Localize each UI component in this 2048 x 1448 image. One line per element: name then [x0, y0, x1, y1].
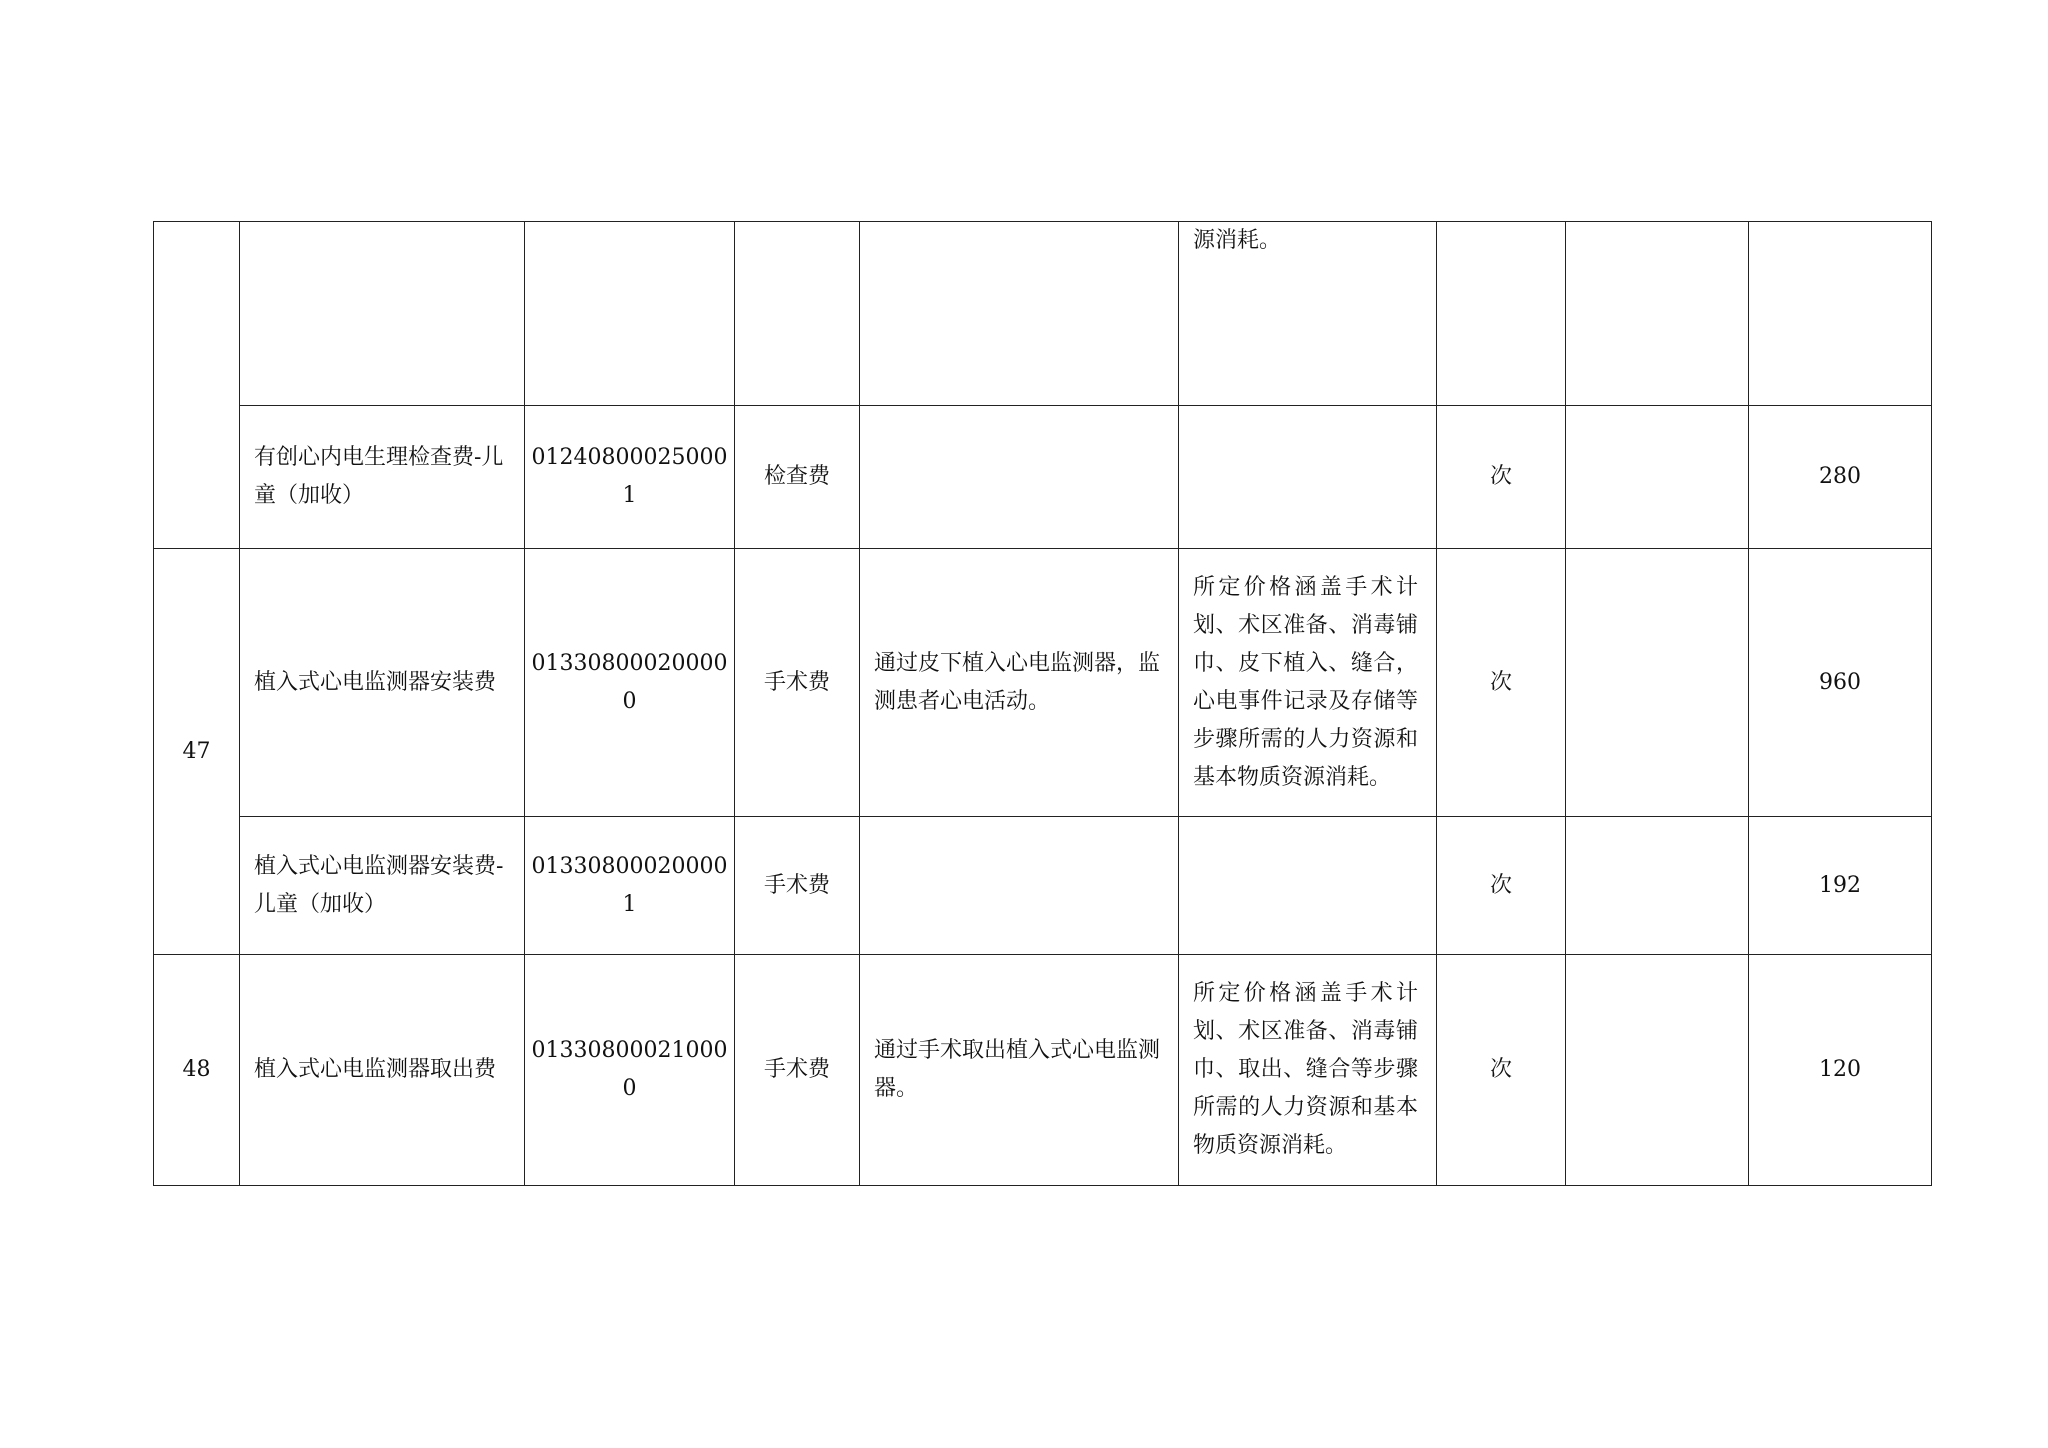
exclusion-cell: [1566, 406, 1749, 549]
unit-cell: [1437, 817, 1566, 955]
item-code-cell: [525, 549, 735, 817]
item-code-cell: [525, 817, 735, 955]
unit-cell: [1437, 955, 1566, 1186]
exclusion-cell: [1566, 222, 1749, 406]
item-name-cell: [240, 955, 525, 1186]
unit: 次: [1489, 669, 1512, 695]
item-name-cell: [240, 222, 525, 406]
content-cell: [860, 955, 1179, 1186]
item-code-cell: [525, 955, 735, 1186]
category: 手术费: [763, 1057, 830, 1082]
pricing-rule: 源消耗。: [1193, 228, 1282, 253]
item-name: 植入式心电监测器安装费: [254, 669, 497, 695]
unit-cell: [1437, 549, 1566, 817]
item-name: 植入式心电监测器取出费: [254, 1057, 497, 1082]
row-number-cell: [154, 955, 240, 1186]
item-code: 013308000210000: [531, 1038, 728, 1101]
content: 通过手术取出植入式心电监测器。: [874, 1038, 1161, 1101]
unit: 次: [1489, 464, 1512, 489]
item-name-cell: [240, 817, 525, 955]
exclusion-cell: [1566, 549, 1749, 817]
pricing-rule-cell: [1179, 955, 1437, 1186]
item-code: 013308000200001: [531, 853, 728, 917]
price-cell: [1749, 222, 1932, 406]
exclusion-cell: [1566, 817, 1749, 955]
pricing-rule-cell: [1179, 549, 1437, 817]
category: 手术费: [763, 669, 830, 695]
item-name: 植入式心电监测器安装费-儿童（加收）: [254, 853, 504, 917]
content-cell: [860, 817, 1179, 955]
item-name-cell: [240, 406, 525, 549]
content-cell: [860, 549, 1179, 817]
category-cell: [735, 549, 860, 817]
category: 检查费: [763, 464, 830, 489]
unit: 次: [1489, 872, 1512, 898]
price: 120: [1819, 1057, 1861, 1082]
category-cell: [735, 406, 860, 549]
price-cell: [1749, 955, 1932, 1186]
pricing-rule-cell: [1179, 406, 1437, 549]
row-number: 47: [182, 738, 211, 764]
item-code-cell: [525, 406, 735, 549]
price-cell: [1749, 549, 1932, 817]
content: 通过皮下植入心电监测器，监测患者心电活动。: [874, 650, 1161, 714]
price-cell: [1749, 817, 1932, 955]
exclusion-cell: [1566, 955, 1749, 1186]
unit: 次: [1489, 1057, 1512, 1082]
row-number: 48: [182, 1057, 211, 1082]
price: 192: [1819, 872, 1861, 898]
table-row: [154, 955, 1932, 1186]
unit-cell: [1437, 406, 1566, 549]
item-code-cell: [525, 222, 735, 406]
pricing-rule: 所定价格涵盖手术计划、术区准备、消毒铺巾、取出、缝合等步骤所需的人力资源和基本物质资源消耗。: [1193, 981, 1418, 1158]
row-number-cell: [154, 222, 240, 549]
category-cell: [735, 955, 860, 1186]
item-name: 有创心内电生理检查费-儿童（加收）: [254, 445, 504, 508]
table-row: [154, 549, 1932, 817]
price: 280: [1819, 464, 1861, 489]
table-row: [154, 817, 1932, 955]
price: 960: [1819, 669, 1861, 695]
table-row: [154, 222, 1932, 406]
pricing-rule-cell: [1179, 817, 1437, 955]
item-code: 012408000250001: [531, 445, 728, 508]
item-name-cell: [240, 549, 525, 817]
content-cell: [860, 406, 1179, 549]
price-table: [153, 221, 1932, 1186]
table-row: [154, 406, 1932, 549]
content-cell: [860, 222, 1179, 406]
unit-cell: [1437, 222, 1566, 406]
pricing-rule: 所定价格涵盖手术计划、术区准备、消毒铺巾、皮下植入、缝合，心电事件记录及存储等步骤所需的人力资源和基本物质资源消耗。: [1193, 574, 1418, 790]
pricing-rule-cell: [1179, 222, 1437, 406]
price-cell: [1749, 406, 1932, 549]
category-cell: [735, 222, 860, 406]
item-code: 013308000200000: [531, 650, 728, 714]
category: 手术费: [763, 872, 830, 898]
row-number-cell: [154, 549, 240, 955]
category-cell: [735, 817, 860, 955]
